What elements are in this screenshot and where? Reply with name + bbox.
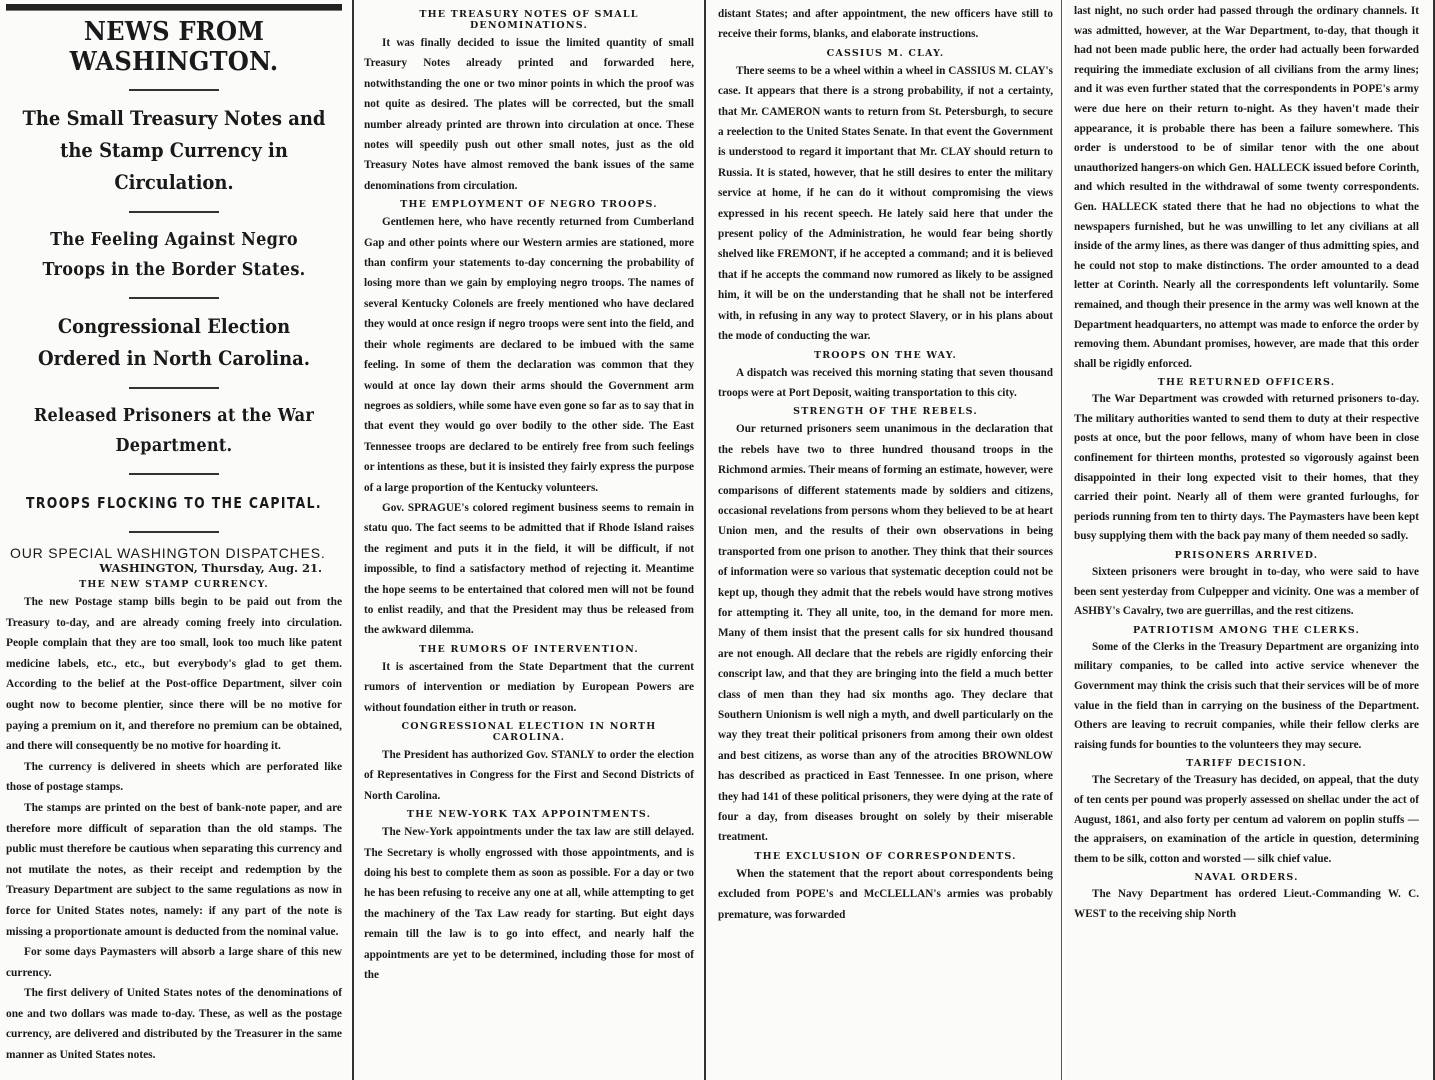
article-paragraph: The new Postage stamp bills begin to be paid out from the Treasury to-day, and are already coming freely into circulation. People complain that they are too small, look too much like patent medicine labels, etc., etc., but everybody's glad to get them. According to the belief at the Post-office Department, silver coin ought now to become plentier, since there will be no motive for paying a premium on it, and therefore no premium can be obtained, and there will consequently be no motive for hoarding it. (6, 596, 342, 753)
article-paragraph: A dispatch was received this morning stating that seven thousand troops were at Port Deposit, waiting transportation to this city. (718, 366, 1053, 399)
column-2 (352, 0, 702, 1080)
article-paragraph: Sixteen prisoners were brought in to-day, who were said to have been sent yesterday from Culpepper and vicinity. One was a member of ASHBY's Cavalry, two are guerrillas, and the rest citizens. (1074, 566, 1419, 618)
section-heading: PRISONERS ARRIVED. (1174, 550, 1319, 562)
article-paragraph: Some of the Clerks in the Treasury Department are organizing into military companies, to be called into active service whenever the Government may think the crisis such that their services will be of more value in the field than in carrying on the business of the Department. Others are leaving to recruit companies, while their fellow clerks are raising funds for bounties to the volunteers they may secure. (1074, 640, 1419, 751)
continued-paragraph: last night, no such order had passed through the ordinary channels. It was admitted, however, at the War Department, to-day, that though it had not been made public here, the order had actually been forwarded requiring the immediate exclusion of all civilians from the army lines; and it was even further stated that the correspondents in POPE's army were due here on their return to-night. As they haven't made their appearance, it is probable there has been a failure somewhere. This order is understood to be of similar tenor with the one about unauthorized hangers-on which Gen. HALLECK issued before Corinth, and which resulted in the withdrawal of some twenty correspondents. Gen. HALLECK stated there that he had no objections to what the newspapers furnished, but he was unwilling to let any civilians at all inside of the army lines, as there was danger of thus admitting spies, and he could not stop to make distinctions. The order amounted to a dead letter at Corinth. Nearly all the correspondents left voluntarily. Some remained, and though their presence in the army was well known at the Department headquarters, no attempt was made to enforce the order by removing them. Abundant promises, however, are made that this order shall be rigidly enforced. (1074, 5, 1419, 370)
section-heading: THE EMPLOYMENT OF NEGRO TROOPS. (400, 199, 658, 211)
section-heading: THE NEW-YORK TAX APPOINTMENTS. (406, 809, 652, 821)
section-heading: THE EXCLUSION OF CORRESPONDENTS. (754, 850, 1017, 862)
column-1 (0, 0, 350, 1080)
divider (129, 297, 219, 299)
column-4 (1066, 0, 1435, 1080)
article-paragraph: The stamps are printed on the best of bank-note paper, and are therefore more difficult of separation than the old stamps. The public must therefore be cautious when separating this currency and not mutilate the notes, as their receipt and redemption by the Treasury Department are subject to the same regulations as now in force for United States notes, namely: if any part of the note is missing a proportionate amount is deducted from the nominal value. (6, 801, 342, 938)
article-paragraph: When the statement that the report about correspondents being excluded from POPE's and McCLELLAN's armies was probably premature, was forwarded (718, 867, 1053, 921)
article-paragraph: Gov. SPRAGUE's colored regiment business seems to remain in statu quo. The fact seems to be admitted that if Rhode Island raises the regiment and puts it in the field, it will be difficult, if not impossible, to find a satisfactory method of rejecting it. Meantime the hope seems to be entertained that colored men will not be found to enlist readily, and that the President may thus be released from the awkward dilemma. (364, 501, 694, 637)
deck-troops-flocking: TROOPS FLOCKING TO THE CAPITAL. (25, 494, 323, 512)
article-paragraph: For some days Paymasters will absorb a large share of this new currency. (6, 946, 342, 979)
deck-released-prisoners: Released Prisoners at the War Department. (33, 406, 315, 456)
column-3 (704, 0, 1062, 1080)
article-paragraph: The Navy Department has ordered Lieut.-Commanding W. C. WEST to the receiving ship North (1074, 888, 1419, 920)
deck-negro-troops: The Feeling Against Negro Troops in the Border States. (42, 230, 306, 280)
masthead: NEWS FROM WASHINGTON. (69, 17, 279, 77)
section-heading: PATRIOTISM AMONG THE CLERKS. (1132, 624, 1361, 636)
section-heading: THE RETURNED OFFICERS. (1157, 377, 1336, 389)
section-heading: THE NEW STAMP CURRENCY. (79, 579, 269, 590)
top-rule (6, 4, 342, 11)
dispatch-title: OUR SPECIAL WASHINGTON DISPATCHES. (10, 545, 326, 561)
continued-paragraph: distant States; and after appointment, the new officers have still to receive their forms, blanks, and elaborate instructions. (718, 8, 1053, 41)
deck-treasury-notes: The Small Treasury Notes and the Stamp Currency in Circulation. (22, 107, 326, 194)
article-paragraph: The War Department was crowded with returned prisoners to-day. The military authorities wanted to send them to duty at their respective posts at once, but the poor fellows, many of whom have been in close confinement for thirteen months, protested so vigorously against been disappointed in their long expected visit to their homes, that they carried their point. Nearly all of them were granted furloughs, for periods running from ten to thirty days. The Paymasters have been kept busy supplying them with the back pay many of them needed so sadly. (1074, 393, 1419, 543)
section-heading: TROOPS ON THE WAY. (813, 349, 958, 361)
article-paragraph: There seems to be a wheel within a wheel in CASSIUS M. CLAY's case. It appears that there is a strong probability, if not a certainty, that Mr. CAMERON wants to return from St. Petersburgh, to secure a reelection to the United States Senate. In that event the Government is understood to regard it important that Mr. CLAY should return to Russia. It is stated, however, that he still desires to enter the military service at home, if he can do it without compromising the views expressed in his recent speech. He lately said here that under the present policy of the Administration, he would fear being shortly shelved like FREMONT, if he accepted a command; and it is believed that if he accepts the command now rumored as likely to be assigned him, it will be on the understanding that he shall not be interfered with, in refusing in any way to protect Slavery, or in his plans about the mode of conducting the war. (718, 64, 1053, 343)
article-paragraph: The President has authorized Gov. STANLY to order the election of Representatives in Congress for the First and Second Districts of North Carolina. (364, 749, 694, 802)
section-heading: THE RUMORS OF INTERVENTION. (419, 643, 639, 655)
article-paragraph: The first delivery of United States notes of the denominations of one and two dollars was made to-day. These, as well as the postage currency, are delivered and distributed by the Treasurer in the same manner as United States notes. (6, 987, 342, 1062)
divider (129, 387, 219, 389)
article-paragraph: Our returned prisoners seem unanimous in the declaration that the rebels have two to three hundred thousand troops in the Richmond armies. Their means of forming an estimate, however, were comparisons of different statements made by soldiers and citizens, occasional revelations from persons whom they believed to be at heart Union men, and the results of their own observations in being transported from one prison to another. They think that their sources of information were so various that systematic deception could not be kept up, though they admit that the rebels would have strong motives for attempting it. They all unite, too, in the demand for more men. Many of them insist that the present calls for six hundred thousand are not enough. All declare that the rebels are rigidly enforcing their conscript law, and that they are bringing into the field a much better class of men than they had six months ago. They declare that Southern Unionism is well nigh a myth, and dwell particularly on the way they treat their political prisoners from among their own oldest and best citizens, as worse than any of the atrocities BROWNLOW has described as practiced in East Tennessee. In one prison, where they had 141 of these political prisoners, they were dying at the rate of four a day, from diseases brought on solely by their miserable treatment. (718, 423, 1053, 844)
article-paragraph: It was finally decided to issue the limited quantity of small Treasury Notes already printed and forwarded here, notwithstanding the one or two minor points in which the proof was not quite as desired. The plates will be corrected, but the small number already printed are thrown into circulation at once. These notes will speedily push out other small notes, just as the old Treasury Notes have almost removed the bank issues of the same denominations from circulation. (364, 37, 694, 192)
article-paragraph: The Secretary of the Treasury has decided, on appeal, that the duty of ten cents per pound was properly assessed on shellac under the act of August, 1861, and also forty per centum ad valorem on poplin stuffs — the appraisers, on examination of the article in question, determining them to be silk, cotton and worsted — silk chief value. (1074, 774, 1419, 865)
divider (129, 531, 219, 533)
divider (129, 473, 219, 475)
section-heading: CONGRESSIONAL ELECTION IN NORTH CAROLINA. (401, 721, 657, 743)
section-heading: STRENGTH OF THE REBELS. (793, 406, 978, 418)
divider (129, 211, 219, 213)
divider (129, 89, 219, 91)
article-paragraph: The currency is delivered in sheets which are perforated like those of postage stamps. (6, 760, 342, 794)
deck-congressional-election: Congressional Election Ordered in North Carolina. (37, 315, 311, 370)
section-heading: CASSIUS M. CLAY. (826, 47, 945, 59)
section-heading: TARIFF DECISION. (1186, 758, 1307, 770)
article-paragraph: The New-York appointments under the tax law are still delayed. The Secretary is wholly engrossed with those appointments, and is doing his best to complete them as soon as possible. For a day or two he has been refusing to receive any one at all, while attempting to get the machinery of the Tax Law ready for starting. But eight days remain till the law is to go into effect, and nearly half the appointments are yet to be determined, including those for most of the (364, 826, 694, 982)
section-heading: NAVAL ORDERS. (1194, 872, 1299, 884)
section-heading: THE TREASURY NOTES OF SMALL DENOMINATIONS. (419, 9, 639, 31)
dateline: WASHINGTON, Thursday, Aug. 21. (99, 561, 322, 575)
article-paragraph: It is ascertained from the State Department that the current rumors of intervention or mediation by European Powers are without foundation either in truth or reason. (364, 660, 694, 714)
article-paragraph: Gentlemen here, who have recently returned from Cumberland Gap and other points where our Western armies are stationed, more than confirm your statements to-day concerning the probability of losing more than we gain by employing negro troops. The names of several Kentucky Colonels are freely mentioned who have declared they would at once resign if negro troops were sent into the field, and their whole regiments are declared to be imbued with the same feeling. In some of them the declaration was common that they would at once lay down their arms should the Government arm negroes as soldiers, while some have even gone so far as to say that in that event they would go over bodily to the other side. The East Tennessee troops are declared to be entirely free from such feelings or intentions as these, but it is insisted they fairly express the purpose of a large proportion of the Kentucky volunteers. (364, 216, 694, 494)
